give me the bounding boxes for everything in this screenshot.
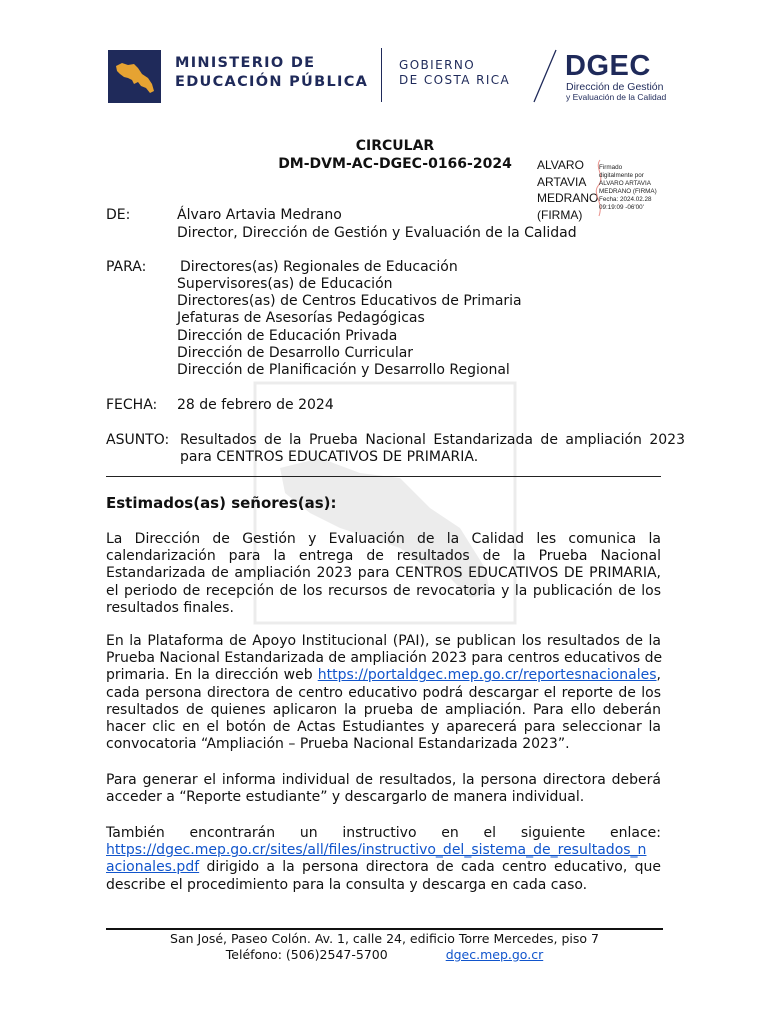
costa-rica-map-logo	[108, 50, 161, 103]
recipient-item: Directores(as) de Centros Educativos de Primaria	[177, 293, 522, 309]
paragraph-1: La Dirección de Gestión y Evaluación de la Calidad les comunica la calendarización para la entrega de resultados de la Prueba Nacional Estandarizada de ampliación 2023 para CENTROS EDUCATIVOS DE PRIMARIA, el periodo de recepción de los recursos de revocatoria y la publicación de los resultados finales.	[106, 531, 661, 616]
footer-web-link[interactable]: dgec.mep.go.cr	[445, 947, 544, 962]
letterhead	[108, 46, 673, 106]
de-label: DE:	[106, 207, 131, 223]
paragraph-4: También encontrarán un instructivo en el siguiente enlace: https://dgec.mep.go.cr/sites/all/files/instructivo_del_sistema_de_resultados_n acionales.pdf dirigido a la persona directora de cada centro educativo, que describe el procedimiento para la consulta y descarga en cada caso.	[106, 825, 661, 893]
de-name: Álvaro Artavia Medrano	[177, 207, 342, 223]
instructivo-link-part1[interactable]: https://dgec.mep.go.cr/sites/all/files/instructivo_del_sistema_de_resultados_n	[106, 842, 647, 859]
dgec-logo-title: DGEC	[565, 50, 651, 82]
fecha-label: FECHA:	[106, 397, 158, 413]
circular-title: CIRCULAR	[355, 138, 435, 154]
asunto-text: Resultados de la Prueba Nacional Estandarizada de ampliación 2023 para CENTROS EDUCATIVOS DE PRIMARIA.	[180, 432, 685, 466]
recipient-item: Dirección de Planificación y Desarrollo Regional	[177, 362, 510, 378]
signature-name: ALVARO ARTAVIA MEDRANO (FIRMA)	[537, 158, 599, 222]
recipient-item: Dirección de Desarrollo Curricular	[177, 345, 414, 361]
asunto-label: ASUNTO:	[106, 432, 170, 448]
circular-code: DM-DVM-AC-DGEC-0166-2024	[278, 156, 512, 172]
recipient-item: Supervisores(as) de Educación	[177, 276, 393, 292]
government-name: GOBIERNO DE COSTA RICA	[399, 58, 511, 87]
dgec-logo-subtitle: Dirección de Gestión y Evaluación de la Calidad	[566, 81, 667, 102]
footer-contact: Teléfono: (506)2547-5700 dgec.mep.go.cr	[225, 947, 544, 962]
signature-details: Firmado digitalmente por ALVARO ARTAVIA MEDRANO (FIRMA) Fecha: 2024.02.28 09:19:09 -06'00'	[599, 164, 657, 212]
footer-address: San José, Paseo Colón. Av. 1, calle 24, edificio Torre Mercedes, piso 7	[170, 931, 599, 946]
recipient-item: Jefaturas de Asesorías Pedagógicas	[177, 310, 425, 326]
slash-divider	[530, 48, 558, 104]
instructivo-link-part2[interactable]: acionales.pdf	[106, 859, 200, 876]
recipient-item: Dirección de Educación Privada	[177, 328, 398, 344]
separator-line	[106, 476, 661, 477]
greeting: Estimados(as) señores(as):	[106, 494, 337, 512]
recipient-item: Directores(as) Regionales de Educación	[180, 259, 458, 275]
para-label: PARA:	[106, 259, 147, 275]
footer-rule	[106, 928, 663, 930]
portal-link[interactable]: https://portaldgec.mep.go.cr/reportesnacionales	[317, 667, 657, 684]
paragraph-3: Para generar el informa individual de resultados, la persona directora deberá acceder a “Reporte estudiante” y descargarlo de manera individual.	[106, 772, 661, 806]
paragraph-2: En la Plataforma de Apoyo Institucional (PAI), se publican los resultados de la Prueba Nacional Estandarizada de ampliación 2023 para centros educativos de primaria. En la dirección web https://portaldgec.mep.go.cr/reportesnacionales, cada persona directora de centro educativo podrá descargar el reporte de los resultados de quienes aplicaron la prueba de ampliación. Para ello deberán hacer clic en el botón de Actas Estudiantes y aparecerá para seleccionar la convocatoria “Ampliación – Prueba Nacional Estandarizada 2023”.	[106, 633, 663, 753]
de-role: Director, Dirección de Gestión y Evaluación de la Calidad	[177, 225, 577, 241]
ministry-name: MINISTERIO DE EDUCACIÓN PÚBLICA	[175, 55, 369, 90]
header-divider	[381, 48, 382, 102]
fecha-value: 28 de febrero de 2024	[177, 397, 334, 413]
